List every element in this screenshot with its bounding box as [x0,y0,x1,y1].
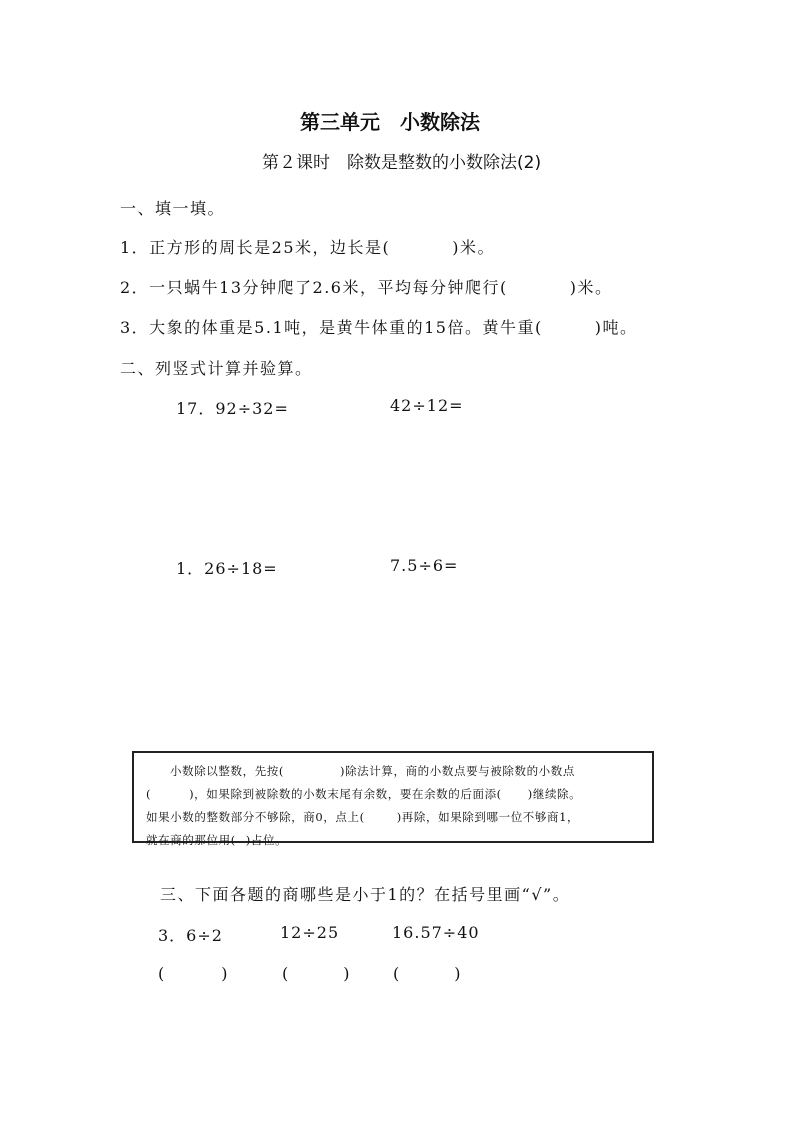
calc-problem-1: 17．92÷32= [176,399,289,418]
section3-heading: 三、下面各题的商哪些是小于1的？在括号里画“√”。 [160,885,571,904]
question-3 [120,315,637,338]
calc-problem-3: 1．26÷18= [176,559,278,578]
question-1 [120,235,495,258]
calc-problem-2: 42÷12= [390,396,464,415]
quotient-problem-2: 12÷25 [280,923,340,942]
tip-line-4: 就在商的那位用( )占位。 [146,833,288,847]
lesson-subtitle: 第２课时 除数是整数的小数除法(2) [262,153,542,173]
question-1-text: 1．正方形的周长是25米，边长是( [120,238,391,257]
calc-problem-4: 7.5÷6= [390,556,459,575]
section1-heading: 一、填一填。 [120,199,226,218]
page-title: 第三单元 小数除法 [300,110,480,134]
answer-bracket-2[interactable]: ( ) [282,964,351,983]
answer-bracket-1[interactable]: ( ) [158,964,229,983]
question-1-unit: )米。 [452,238,496,257]
quotient-problem-1: 3．6÷2 [158,926,223,945]
tip-line-3: 如果小数的整数部分不够除，商0，点上( )再除，如果除到哪一位不够商1， [146,810,580,824]
question-3-text: 3．大象的体重是5.1吨，是黄牛体重的15倍。黄牛重( [120,318,543,337]
tip-line-1: 小数除以整数，先按( )除法计算，商的小数点要与被除数的小数点 [170,764,575,778]
question-3-unit: )吨。 [594,318,638,337]
quotient-problem-3: 16.57÷40 [392,923,480,942]
answer-bracket-3[interactable]: ( ) [393,964,462,983]
question-2-text: 2．一只蜗牛13分钟爬了2.6米，平均每分钟爬行( [120,278,508,297]
section2-heading: 二、列竖式计算并验算。 [120,359,313,378]
question-2 [120,275,612,298]
tip-box [132,751,654,847]
tip-line-2: ( )，如果除到被除数的小数末尾有余数，要在余数的后面添( )继续除。 [146,787,582,801]
question-2-unit: )米。 [569,278,613,297]
